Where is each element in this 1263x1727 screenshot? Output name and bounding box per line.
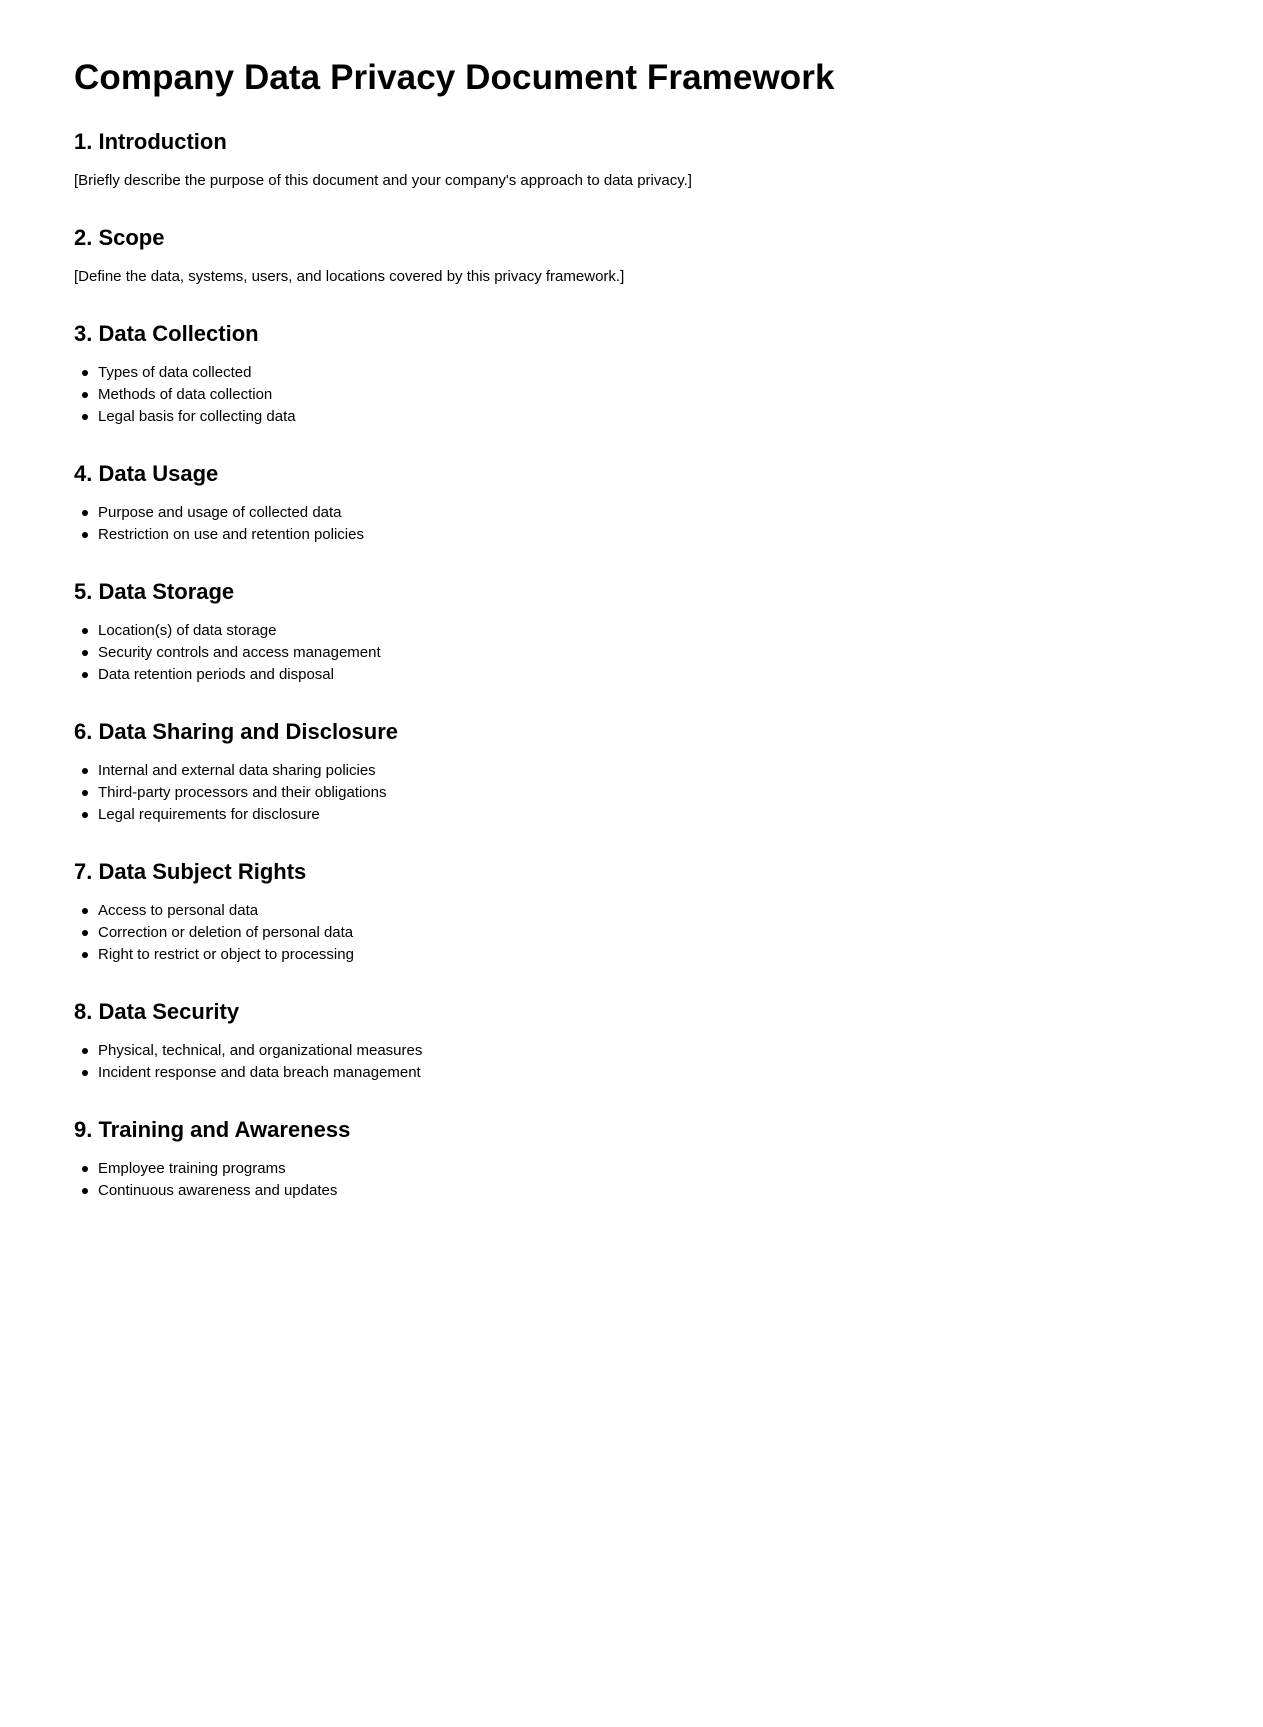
list-item <box>98 782 1189 804</box>
list-item-text: Employee training programs <box>98 1160 286 1177</box>
section-heading: 3. Data Collection <box>74 321 259 346</box>
list-item-text: Restriction on use and retention policies <box>98 526 364 543</box>
bullet-list <box>74 620 1189 686</box>
list-item <box>98 642 1189 664</box>
bullet-list <box>74 502 1189 546</box>
list-item <box>98 1062 1189 1084</box>
list-item-text: Purpose and usage of collected data <box>98 504 342 521</box>
bullet-icon <box>82 414 88 420</box>
bullet-icon <box>82 672 88 678</box>
list-item <box>98 804 1189 826</box>
bullet-icon <box>82 392 88 398</box>
list-item <box>98 664 1189 686</box>
section-data-security <box>74 998 1189 1084</box>
list-item-text: Access to personal data <box>98 902 259 919</box>
list-item <box>98 524 1189 546</box>
section-heading: 5. Data Storage <box>74 579 235 604</box>
list-item <box>98 900 1189 922</box>
bullet-icon <box>82 1048 88 1054</box>
bullet-icon <box>82 812 88 818</box>
section-heading: 1. Introduction <box>74 129 227 154</box>
list-item-text: Legal basis for collecting data <box>98 408 296 425</box>
list-item <box>98 760 1189 782</box>
list-item <box>98 1040 1189 1062</box>
list-item-text: Legal requirements for disclosure <box>98 806 320 823</box>
list-item-text: Right to restrict or object to processing <box>98 946 354 963</box>
list-item-text: Security controls and access management <box>98 644 381 661</box>
list-item-text: Location(s) of data storage <box>98 622 277 639</box>
bullet-icon <box>82 930 88 936</box>
section-data-usage <box>74 460 1189 546</box>
section-heading: 8. Data Security <box>74 999 240 1024</box>
list-item <box>98 384 1189 406</box>
list-item-text: Continuous awareness and updates <box>98 1182 338 1199</box>
list-item-text: Data retention periods and disposal <box>98 666 334 683</box>
section-data-subject-rights <box>74 858 1189 966</box>
section-introduction <box>74 128 1189 192</box>
section-data-sharing <box>74 718 1189 826</box>
bullet-list <box>74 760 1189 826</box>
bullet-list <box>74 1040 1189 1084</box>
section-data-storage <box>74 578 1189 686</box>
bullet-icon <box>82 650 88 656</box>
bullet-icon <box>82 1188 88 1194</box>
section-paragraph: [Define the data, systems, users, and locations covered by this privacy framework.] <box>74 268 625 285</box>
list-item <box>98 922 1189 944</box>
section-heading: 7. Data Subject Rights <box>74 859 307 884</box>
list-item-text: Types of data collected <box>98 364 252 381</box>
page-title: Company Data Privacy Document Framework <box>74 58 835 97</box>
bullet-icon <box>82 790 88 796</box>
bullet-icon <box>82 1166 88 1172</box>
bullet-icon <box>82 768 88 774</box>
list-item-text: Internal and external data sharing policies <box>98 762 376 779</box>
list-item-text: Methods of data collection <box>98 386 273 403</box>
section-scope <box>74 224 1189 288</box>
bullet-icon <box>82 510 88 516</box>
bullet-icon <box>82 1070 88 1076</box>
list-item <box>98 406 1189 428</box>
bullet-icon <box>82 628 88 634</box>
section-heading: 6. Data Sharing and Disclosure <box>74 719 398 744</box>
section-training-awareness <box>74 1116 1189 1202</box>
section-heading: 4. Data Usage <box>74 461 219 486</box>
list-item <box>98 502 1189 524</box>
list-item <box>98 1158 1189 1180</box>
list-item <box>98 620 1189 642</box>
bullet-icon <box>82 370 88 376</box>
list-item-text: Incident response and data breach management <box>98 1064 421 1081</box>
section-paragraph: [Briefly describe the purpose of this document and your company's approach to data privacy.] <box>74 172 692 189</box>
section-heading: 2. Scope <box>74 225 165 250</box>
section-data-collection <box>74 320 1189 428</box>
section-heading: 9. Training and Awareness <box>74 1117 351 1142</box>
bullet-icon <box>82 532 88 538</box>
list-item <box>98 362 1189 384</box>
list-item <box>98 1180 1189 1202</box>
bullet-list <box>74 1158 1189 1202</box>
list-item-text: Third-party processors and their obligations <box>98 784 387 801</box>
bullet-icon <box>82 952 88 958</box>
list-item-text: Correction or deletion of personal data <box>98 924 354 941</box>
list-item-text: Physical, technical, and organizational measures <box>98 1042 423 1059</box>
list-item <box>98 944 1189 966</box>
bullet-list <box>74 362 1189 428</box>
bullet-list <box>74 900 1189 966</box>
bullet-icon <box>82 908 88 914</box>
